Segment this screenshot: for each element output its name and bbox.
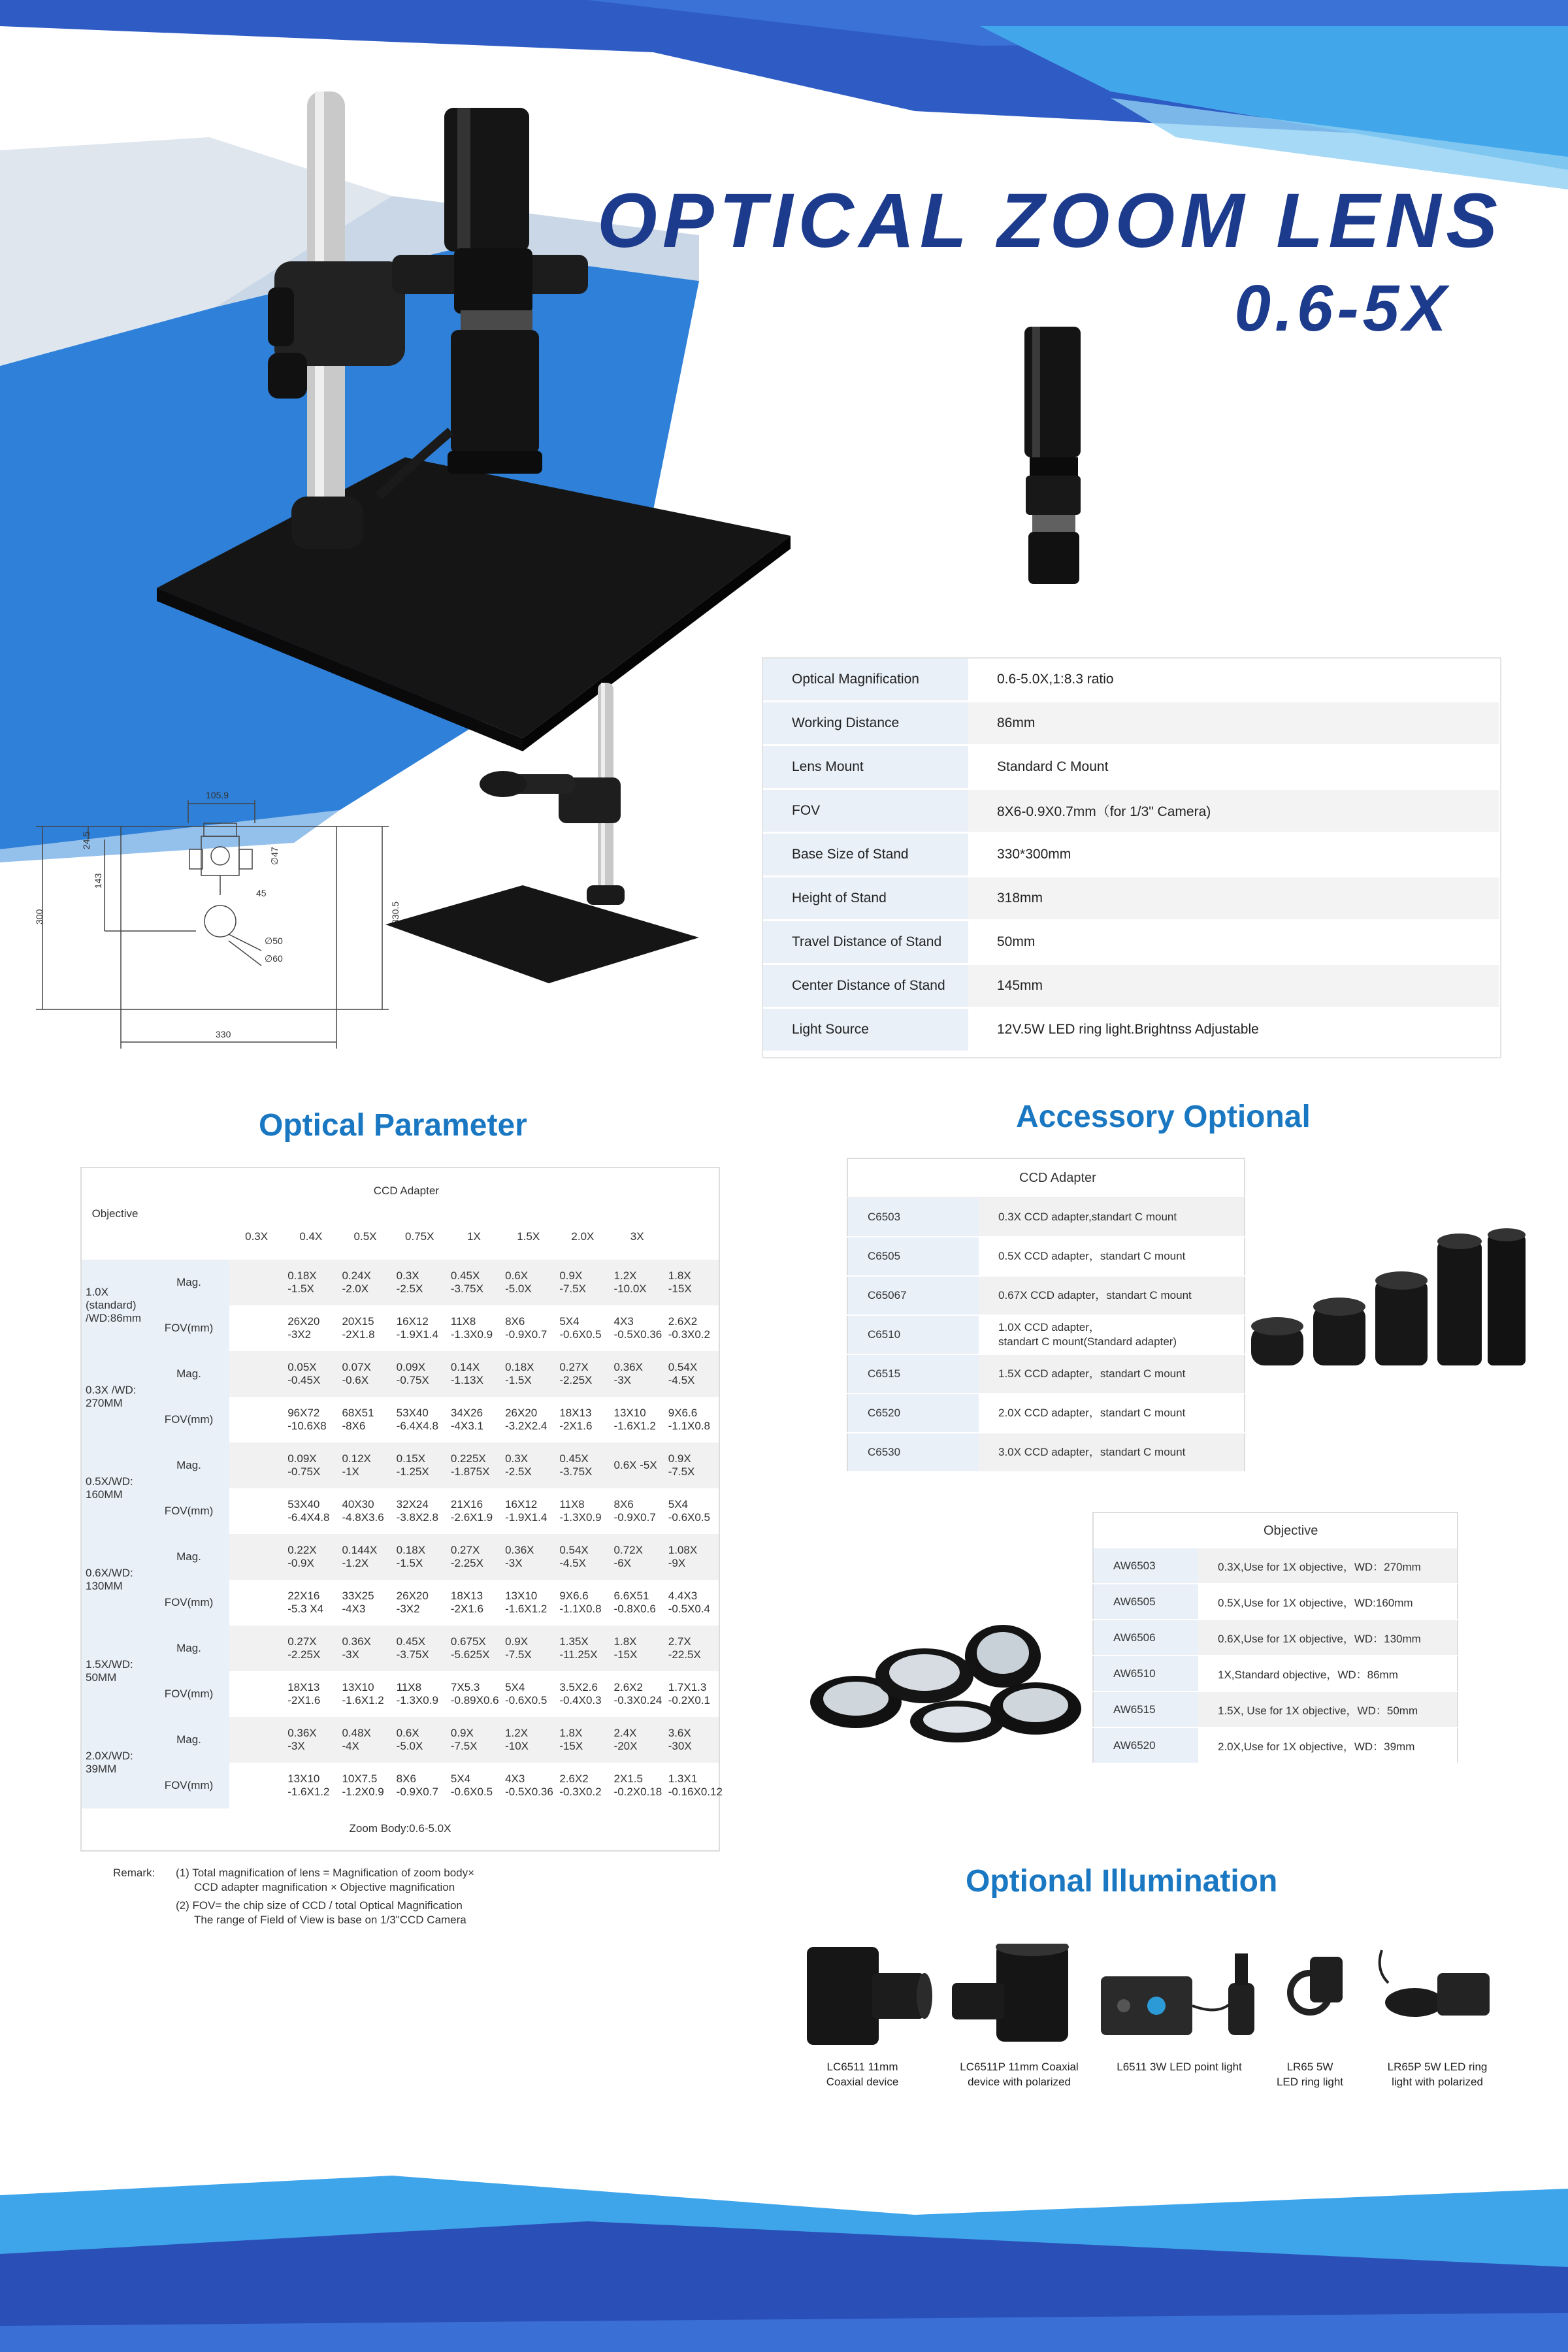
mag-cell: 0.15X -1.25X — [393, 1443, 447, 1488]
ccd-desc: 1.5X CCD adapter，standart C mount — [979, 1354, 1245, 1394]
fov-cell: 4X3 -0.5X0.36 — [613, 1315, 662, 1341]
ccd-desc — [979, 1315, 1245, 1354]
page-subtitle: 0.6-5X — [1234, 272, 1450, 345]
spec-key: Optical Magnification — [763, 659, 968, 702]
fov-cell: 13X10 -1.6X1.2 — [505, 1590, 547, 1615]
fov-cell: 2X1.5 -0.2X0.18 — [613, 1772, 662, 1798]
dim-330-5: 330.5 — [390, 901, 400, 924]
spec-key: Height of Stand — [763, 877, 968, 921]
mag-cell: 1.8X -15X — [610, 1625, 664, 1671]
table-row — [82, 1305, 719, 1351]
objective-model: AW6505 — [1093, 1584, 1198, 1620]
cell-spacer — [229, 1397, 284, 1443]
ccd-desc: 0.3X CCD adapter,standart C mount — [979, 1198, 1245, 1237]
mag-cell: 0.54X -4.5X — [555, 1534, 610, 1580]
spec-table — [763, 659, 1499, 1053]
illumination-caption — [1101, 2059, 1258, 2074]
fov-cell: 8X6 -0.9X0.7 — [505, 1315, 547, 1341]
spec-row — [763, 964, 1499, 1008]
fov-cell: 13X10 -1.6X1.2 — [287, 1772, 330, 1798]
cell-spacer — [229, 1717, 284, 1763]
mag-cell: 0.14X -1.13X — [447, 1351, 501, 1397]
mag-cell: 0.27X -2.25X — [284, 1625, 338, 1671]
mag-cell: 0.27X -2.25X — [555, 1351, 610, 1397]
optical-parameter-title: Optical Parameter — [259, 1108, 527, 1143]
mag-cell: 0.144X -1.2X — [338, 1534, 392, 1580]
column-header: 1.5X — [501, 1214, 555, 1260]
dim-47: ∅47 — [269, 847, 280, 865]
fov-cell: 2.6X2 -0.3X0.24 — [613, 1681, 662, 1707]
mag-cell: 0.3X -2.5X — [393, 1260, 447, 1305]
fov-cell: 96X72 -10.6X8 — [287, 1407, 327, 1432]
fov-cell: 13X10 -1.6X1.2 — [613, 1407, 656, 1432]
table-row — [1093, 1620, 1458, 1656]
spec-value: 318mm — [968, 877, 1499, 921]
mag-cell: 2.4X -20X — [610, 1717, 664, 1763]
table-row — [82, 1717, 719, 1763]
fov-cell: 8X6 -0.9X0.7 — [613, 1498, 656, 1524]
cell-spacer — [229, 1305, 284, 1351]
fov-cell: 53X40 -6.4X4.8 — [287, 1498, 330, 1524]
mag-cell: 0.18X -1.5X — [501, 1351, 555, 1397]
mag-cell: 0.6X -5.0X — [393, 1717, 447, 1763]
dimension-drawing — [26, 784, 405, 1058]
objective-model: AW6506 — [1093, 1620, 1198, 1656]
table-row — [82, 1443, 719, 1488]
spec-value: 0.6-5.0X,1:8.3 ratio — [968, 659, 1499, 702]
cell-spacer — [229, 1260, 284, 1305]
fov-cell: 26X20 -3X2 — [287, 1315, 320, 1341]
mag-cell: 0.09X -0.75X — [284, 1443, 338, 1488]
mag-cell: 0.24X -2.0X — [338, 1260, 392, 1305]
ccd-desc: 3.0X CCD adapter，standart C mount — [979, 1433, 1245, 1472]
dim-300: 300 — [34, 909, 44, 924]
mag-cell: 2.7X -22.5X — [664, 1625, 719, 1671]
ccd-model: C6503 — [847, 1198, 979, 1237]
spec-row — [763, 789, 1499, 833]
fov-cell: 10X7.5 -1.2X0.9 — [342, 1772, 384, 1798]
cell-spacer — [229, 1671, 284, 1717]
mag-cell: 0.45X -3.75X — [447, 1260, 501, 1305]
fov-cell: 68X51 -8X6 — [342, 1407, 374, 1432]
caption-line: LC6511P 11mm Coaxial — [960, 2061, 1079, 2073]
fov-cell: 5X4 -0.6X0.5 — [450, 1772, 493, 1798]
mag-cell: 0.36X -3X — [501, 1534, 555, 1580]
table-row — [847, 1354, 1245, 1394]
fov-cell: 4X3 -0.5X0.36 — [505, 1772, 553, 1798]
ccd-model: C6520 — [847, 1394, 979, 1433]
mag-label: Mag. — [148, 1443, 229, 1488]
ccd-adapter-header: CCD Adapter — [148, 1168, 664, 1214]
ccd-model: C6515 — [847, 1354, 979, 1394]
caption-line: LED ring light — [1276, 2076, 1344, 2088]
column-header: 0.4X — [284, 1214, 338, 1260]
fov-cell: 21X16 -2.6X1.9 — [450, 1498, 493, 1524]
remark-line: (1) Total magnification of lens = Magnification of zoom body× — [176, 1867, 475, 1879]
spec-value: 145mm — [968, 964, 1499, 1008]
mag-cell: 1.8X -15X — [555, 1717, 610, 1763]
fov-cell: 3.5X2.6 -0.4X0.3 — [559, 1681, 602, 1707]
mag-cell: 0.36X -3X — [610, 1351, 664, 1397]
table-row — [82, 1260, 719, 1305]
caption-line: LR65P 5W LED ring — [1387, 2061, 1488, 2073]
table-row — [82, 1580, 719, 1625]
table-row — [1093, 1691, 1458, 1727]
objective-table — [1092, 1512, 1458, 1764]
dim-width-top: 105.9 — [206, 790, 229, 800]
spec-key: FOV — [763, 789, 968, 833]
column-header: 2.0X — [555, 1214, 610, 1260]
table-row — [1093, 1727, 1458, 1763]
mag-cell: 0.9X -7.5X — [447, 1717, 501, 1763]
fov-cell: 16X12 -1.9X1.4 — [505, 1498, 547, 1524]
ccd-model: C65067 — [847, 1276, 979, 1315]
objective-model: AW6520 — [1093, 1727, 1198, 1763]
objective-desc: 1X,Standard objective，WD：86mm — [1198, 1656, 1458, 1691]
caption-line: Coaxial device — [826, 2076, 899, 2088]
illumination-caption — [1251, 2059, 1369, 2089]
mag-label: Mag. — [148, 1534, 229, 1580]
spec-row — [763, 921, 1499, 964]
fov-cell: 11X8 -1.3X0.9 — [396, 1681, 438, 1707]
dim-143: 143 — [93, 873, 103, 889]
objective-name: 1.5X/WD: 50MM — [82, 1625, 148, 1717]
fov-label: FOV(mm) — [148, 1305, 229, 1351]
fov-cell: 5X4 -0.6X0.5 — [559, 1315, 602, 1341]
objective-name: 0.6X/WD: 130MM — [82, 1534, 148, 1625]
mag-cell: 0.9X -7.5X — [501, 1625, 555, 1671]
fov-cell: 40X30 -4.8X3.6 — [342, 1498, 384, 1524]
objective-model: AW6515 — [1093, 1691, 1198, 1727]
ccd-adapter-table-header: CCD Adapter — [847, 1158, 1245, 1198]
objective-desc: 0.5X,Use for 1X objective，WD:160mm — [1198, 1584, 1458, 1620]
mag-cell: 0.36X -3X — [338, 1625, 392, 1671]
column-header: 0.3X — [229, 1214, 284, 1260]
fov-cell: 9X6.6 -1.1X0.8 — [668, 1407, 711, 1432]
illumination-caption — [938, 2059, 1101, 2089]
objective-desc: 0.6X,Use for 1X objective，WD：130mm — [1198, 1620, 1458, 1656]
table-row — [847, 1315, 1245, 1354]
dim-60: ∅60 — [265, 953, 283, 964]
mag-cell: 1.8X -15X — [664, 1260, 719, 1305]
fov-cell: 5X4 -0.6X0.5 — [505, 1681, 547, 1707]
zoom-body-footer: Zoom Body:0.6-5.0X — [349, 1822, 451, 1835]
illumination-caption — [1369, 2059, 1506, 2089]
mag-cell: 0.18X -1.5X — [393, 1534, 447, 1580]
fov-cell: 16X12 -1.9X1.4 — [396, 1315, 438, 1341]
ccd-desc: 2.0X CCD adapter，standart C mount — [979, 1394, 1245, 1433]
column-header: 0.5X — [338, 1214, 392, 1260]
dim-330: 330 — [216, 1029, 231, 1039]
mag-cell: 0.9X -7.5X — [664, 1443, 719, 1488]
microscope-stand-image — [131, 91, 797, 751]
mag-cell: 0.22X -0.9X — [284, 1534, 338, 1580]
mag-cell: 0.45X -3.75X — [555, 1443, 610, 1488]
spec-value: 86mm — [968, 702, 1499, 745]
caption-line: LC6511 11mm — [826, 2061, 898, 2073]
fov-cell: 5X4 -0.6X0.5 — [668, 1498, 711, 1524]
mag-label: Mag. — [148, 1625, 229, 1671]
column-spacer — [148, 1214, 229, 1260]
column-header: 3X — [610, 1214, 664, 1260]
ccd-model: C6530 — [847, 1433, 979, 1472]
accessory-optional-title: Accessory Optional — [1016, 1100, 1311, 1134]
fov-cell: 8X6 -0.9X0.7 — [396, 1772, 438, 1798]
spec-value: 8X6-0.9X0.7mm（for 1/3" Camera) — [968, 789, 1499, 833]
mag-cell: 0.54X -4.5X — [664, 1351, 719, 1397]
table-row — [847, 1433, 1245, 1472]
cell-spacer — [229, 1351, 284, 1397]
fov-cell: 2.6X2 -0.3X0.2 — [668, 1315, 711, 1341]
mag-label: Mag. — [148, 1717, 229, 1763]
mag-cell: 0.07X -0.6X — [338, 1351, 392, 1397]
objective-name: 0.5X/WD: 160MM — [82, 1443, 148, 1534]
spec-value: 330*300mm — [968, 833, 1499, 877]
fov-cell: 6.6X51 -0.8X0.6 — [613, 1590, 656, 1615]
fov-cell: 26X20 -3.2X2.4 — [505, 1407, 547, 1432]
table-row — [847, 1198, 1245, 1237]
spec-key: Light Source — [763, 1008, 968, 1052]
spec-row — [763, 745, 1499, 789]
mag-cell: 0.48X -4X — [338, 1717, 392, 1763]
fov-cell: 18X13 -2X1.6 — [450, 1590, 483, 1615]
mag-label: Mag. — [148, 1260, 229, 1305]
ccd-desc-line: standart C mount(Standard adapter) — [998, 1335, 1177, 1348]
mag-cell: 1.2X -10.0X — [610, 1260, 664, 1305]
table-row — [82, 1763, 719, 1808]
spec-row — [763, 877, 1499, 921]
column-header: 0.75X — [393, 1214, 447, 1260]
objective-name: 0.3X /WD: 270MM — [82, 1351, 148, 1443]
fov-label: FOV(mm) — [148, 1763, 229, 1808]
spec-row — [763, 659, 1499, 702]
spec-key: Travel Distance of Stand — [763, 921, 968, 964]
objective-name: 1.0X (standard) /WD:86mm — [82, 1260, 148, 1351]
cell-spacer — [229, 1763, 284, 1808]
table-row — [847, 1237, 1245, 1276]
remark-block — [113, 1866, 474, 1927]
objective-desc: 0.3X,Use for 1X objective，WD：270mm — [1198, 1548, 1458, 1584]
spec-key: Working Distance — [763, 702, 968, 745]
mag-cell: 0.72X -6X — [610, 1534, 664, 1580]
mag-cell: 0.6X -5.0X — [501, 1260, 555, 1305]
fov-cell: 33X25 -4X3 — [342, 1590, 374, 1615]
mag-cell: 1.08X -9X — [664, 1534, 719, 1580]
fov-label: FOV(mm) — [148, 1671, 229, 1717]
objective-table-header: Objective — [1093, 1512, 1458, 1548]
mag-cell: 0.36X -3X — [284, 1717, 338, 1763]
table-row — [82, 1397, 719, 1443]
table-row — [1093, 1548, 1458, 1584]
spec-row — [763, 1008, 1499, 1052]
table-row — [82, 1625, 719, 1671]
mag-cell: 0.6X -5X — [610, 1443, 664, 1488]
fov-label: FOV(mm) — [148, 1397, 229, 1443]
cell-spacer — [229, 1443, 284, 1488]
dim-24: 24.5 — [81, 831, 91, 849]
cell-spacer — [229, 1580, 284, 1625]
fov-cell: 26X20 -3X2 — [396, 1590, 429, 1615]
objective-header: Objective — [82, 1168, 148, 1260]
objective-model: AW6503 — [1093, 1548, 1198, 1584]
page-title: OPTICAL ZOOM LENS — [597, 178, 1503, 264]
table-row — [847, 1394, 1245, 1433]
spec-key: Base Size of Stand — [763, 833, 968, 877]
illumination-caption — [787, 2059, 938, 2089]
fov-cell: 1.3X1 -0.16X0.12 — [668, 1772, 723, 1798]
fov-cell: 34X26 -4X3.1 — [450, 1407, 483, 1432]
remark-line: (2) FOV= the chip size of CCD / total Optical Magnification — [176, 1899, 463, 1912]
table-row — [1093, 1656, 1458, 1691]
mag-cell: 1.35X -11.25X — [555, 1625, 610, 1671]
mag-cell: 0.9X -7.5X — [555, 1260, 610, 1305]
objectives-image — [807, 1542, 1088, 1744]
table-row — [847, 1276, 1245, 1315]
fov-cell: 20X15 -2X1.8 — [342, 1315, 375, 1341]
mag-cell: 0.09X -0.75X — [393, 1351, 447, 1397]
optical-parameter-table — [80, 1167, 723, 1852]
cell-spacer — [229, 1534, 284, 1580]
column-header: 1X — [447, 1214, 501, 1260]
fov-cell: 18X13 -2X1.6 — [559, 1407, 593, 1432]
caption-line: device with polarized — [968, 2076, 1071, 2088]
fov-label: FOV(mm) — [148, 1488, 229, 1534]
ccd-adapters-image — [1251, 1228, 1526, 1385]
spec-value: 50mm — [968, 921, 1499, 964]
illumination-images — [800, 1944, 1506, 2055]
remark-label: Remark: — [113, 1867, 155, 1879]
table-row — [82, 1534, 719, 1580]
ccd-desc-line: 1.0X CCD adapter， — [998, 1321, 1100, 1333]
table-row — [82, 1671, 719, 1717]
spec-row — [763, 833, 1499, 877]
table-row — [82, 1488, 719, 1534]
fov-cell: 9X6.6 -1.1X0.8 — [559, 1590, 602, 1615]
mag-cell: 1.2X -10X — [501, 1717, 555, 1763]
spec-key: Center Distance of Stand — [763, 964, 968, 1008]
fov-label: FOV(mm) — [148, 1580, 229, 1625]
remark-line: CCD adapter magnification × Objective magnification — [194, 1881, 455, 1893]
spec-key: Lens Mount — [763, 745, 968, 789]
zoom-lens-image — [1019, 327, 1091, 588]
fov-cell: 7X5.3 -0.89X0.6 — [450, 1681, 499, 1707]
ccd-model: C6510 — [847, 1315, 979, 1354]
spec-row — [763, 702, 1499, 745]
caption-line: light with polarized — [1392, 2076, 1483, 2088]
mag-label: Mag. — [148, 1351, 229, 1397]
remark-line: The range of Field of View is base on 1/3"CCD Camera — [194, 1914, 466, 1926]
fov-cell: 11X8 -1.3X0.9 — [559, 1498, 602, 1524]
fov-cell: 2.6X2 -0.3X0.2 — [559, 1772, 602, 1798]
cell-spacer — [229, 1625, 284, 1671]
cell-spacer — [229, 1488, 284, 1534]
dim-50: ∅50 — [265, 936, 283, 946]
ccd-model: C6505 — [847, 1237, 979, 1276]
spec-value: 12V.5W LED ring light.Brightnss Adjustable — [968, 1008, 1499, 1052]
mag-cell: 0.12X -1X — [338, 1443, 392, 1488]
fov-cell: 18X13 -2X1.6 — [287, 1681, 321, 1707]
fov-cell: 11X8 -1.3X0.9 — [450, 1315, 493, 1341]
caption-line: L6511 3W LED point light — [1117, 2061, 1242, 2073]
table-row — [1093, 1584, 1458, 1620]
dim-45: 45 — [256, 888, 267, 898]
objective-name: 2.0X/WD: 39MM — [82, 1717, 148, 1808]
objective-desc: 2.0X,Use for 1X objective，WD：39mm — [1198, 1727, 1458, 1763]
mag-cell: 0.27X -2.25X — [447, 1534, 501, 1580]
fov-cell: 13X10 -1.6X1.2 — [342, 1681, 384, 1707]
fov-cell: 32X24 -3.8X2.8 — [396, 1498, 438, 1524]
spec-value: Standard C Mount — [968, 745, 1499, 789]
mag-cell: 0.18X -1.5X — [284, 1260, 338, 1305]
mag-cell: 3.6X -30X — [664, 1717, 719, 1763]
fov-cell: 4.4X3 -0.5X0.4 — [668, 1590, 711, 1615]
optional-illumination-title: Optional Illumination — [966, 1864, 1278, 1899]
objective-desc: 1.5X, Use for 1X objective，WD：50mm — [1198, 1691, 1458, 1727]
mag-cell: 0.225X -1.875X — [447, 1443, 501, 1488]
mag-cell: 0.675X -5.625X — [447, 1625, 501, 1671]
fov-cell: 1.7X1.3 -0.2X0.1 — [668, 1681, 711, 1707]
ccd-desc: 0.67X CCD adapter，standart C mount — [979, 1276, 1245, 1315]
small-stand-image — [379, 676, 706, 983]
fov-cell: 22X16 -5.3 X4 — [287, 1590, 324, 1615]
ccd-adapter-table — [847, 1158, 1245, 1473]
fov-cell: 53X40 -6.4X4.8 — [396, 1407, 438, 1432]
mag-cell: 0.05X -0.45X — [284, 1351, 338, 1397]
mag-cell: 0.45X -3.75X — [393, 1625, 447, 1671]
ccd-desc: 0.5X CCD adapter，standart C mount — [979, 1237, 1245, 1276]
caption-line: LR65 5W — [1286, 2061, 1333, 2073]
table-row — [82, 1351, 719, 1397]
objective-model: AW6510 — [1093, 1656, 1198, 1691]
mag-cell: 0.3X -2.5X — [501, 1443, 555, 1488]
